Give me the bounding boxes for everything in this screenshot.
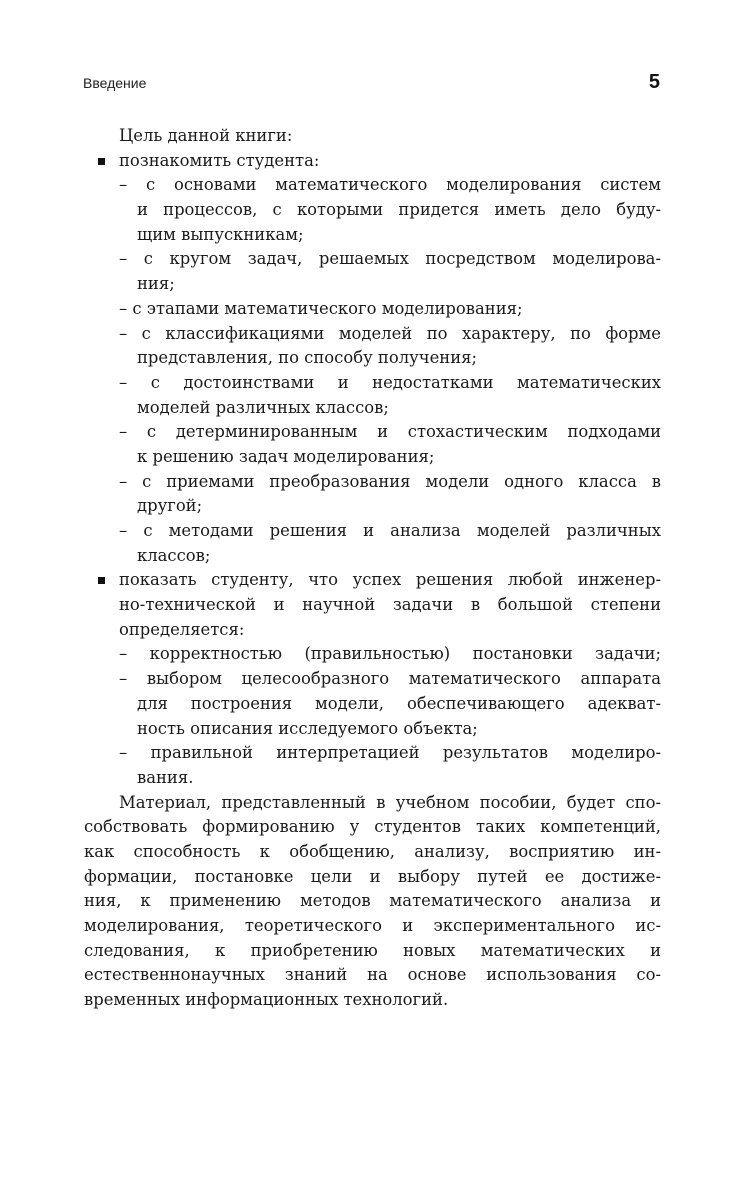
line-text: ния, к применению методов математического анализа и — [84, 891, 661, 911]
line-text: – с основами математического моделирования систем — [119, 175, 661, 195]
line-text: – с классификациями моделей по характеру, по форме — [119, 323, 661, 343]
text-line — [84, 445, 661, 470]
text-line — [84, 420, 661, 445]
line-text: моделей различных классов; — [137, 397, 389, 417]
bullet-item — [84, 149, 661, 174]
text-line — [84, 692, 661, 717]
text-line — [84, 470, 661, 495]
line-text: представления, по способу получения; — [137, 348, 478, 368]
line-text: – корректностью (правильностью) постановки задачи; — [119, 644, 661, 664]
line-text: естественнонаучных знаний на основе использования со- — [84, 965, 661, 985]
line-text: и процессов, с которыми придется иметь дело буду- — [137, 200, 661, 220]
line-text: формации, постановке цели и выбору путей ее достиже- — [84, 866, 661, 886]
text-line — [84, 642, 661, 667]
text-line — [84, 667, 661, 692]
line-text: классов; — [137, 545, 211, 565]
text-line — [84, 840, 661, 865]
line-text: временных информационных технологий. — [84, 990, 449, 1010]
text-line — [84, 297, 661, 322]
text-line — [84, 223, 661, 248]
text-line — [84, 593, 661, 618]
line-text: щим выпускникам; — [137, 224, 304, 244]
text-line — [84, 618, 661, 643]
line-text: познакомить студента: — [119, 150, 320, 170]
line-text: определяется: — [119, 619, 245, 639]
line-text: Цель данной книги: — [119, 126, 293, 145]
text-line — [84, 519, 661, 544]
bullet-item — [84, 568, 661, 593]
text-line — [84, 544, 661, 569]
text-line — [84, 791, 661, 816]
text-line — [84, 889, 661, 914]
bullet-square-icon — [98, 577, 105, 584]
text-line — [84, 247, 661, 272]
text-line — [84, 322, 661, 347]
text-line — [84, 198, 661, 223]
line-text: ния; — [137, 274, 175, 294]
line-text: ность описания исследуемого объекта; — [137, 718, 478, 738]
line-text: но-технической и научной задачи в большой степени — [119, 595, 661, 615]
main-text — [84, 124, 661, 1013]
line-text: моделирования, теоретического и экспериментального ис- — [84, 916, 661, 935]
line-text: показать студенту, что успех решения любой инженер- — [119, 570, 661, 590]
text-line — [84, 988, 661, 1013]
text-line — [84, 741, 661, 766]
text-line — [84, 815, 661, 840]
bullet-square-icon — [98, 158, 105, 165]
line-text: собствовать формированию у студентов таких компетенций, — [84, 817, 661, 837]
line-text: – с методами решения и анализа моделей различных — [119, 521, 661, 540]
line-text: – с приемами преобразования модели одного класса в — [119, 471, 661, 491]
line-text: для построения модели, обеспечивающего адекват- — [137, 693, 661, 713]
line-text: – с детерминированным и стохастическим подходами — [119, 422, 661, 442]
line-text: – с достоинствами и недостатками математических — [119, 372, 661, 392]
text-line — [84, 939, 661, 964]
text-line — [84, 914, 661, 939]
line-text: Материал, представленный в учебном пособии, будет спо- — [119, 792, 661, 812]
running-title: Введение — [83, 75, 147, 91]
text-line — [84, 346, 661, 371]
line-text: – с кругом задач, решаемых посредством моделирова- — [119, 249, 661, 269]
text-line — [84, 494, 661, 519]
text-line — [84, 272, 661, 297]
page-number: 5 — [648, 71, 660, 93]
line-text: вания. — [137, 767, 194, 787]
text-line — [84, 124, 661, 149]
text-line — [84, 717, 661, 742]
line-text: – выбором целесообразного математического аппарата — [119, 669, 661, 689]
line-text: – с этапами математического моделирования; — [119, 298, 523, 318]
line-text: другой; — [137, 496, 203, 516]
text-line — [84, 371, 661, 396]
text-line — [84, 963, 661, 988]
line-text: – правильной интерпретацией результатов моделиро- — [119, 743, 661, 763]
text-line — [84, 173, 661, 198]
text-line — [84, 396, 661, 421]
text-line — [84, 766, 661, 791]
line-text: следования, к приобретению новых математических и — [84, 940, 661, 960]
text-line — [84, 865, 661, 890]
line-text: как способность к обобщению, анализу, восприятию ин- — [84, 841, 661, 861]
line-text: к решению задач моделирования; — [137, 446, 435, 466]
